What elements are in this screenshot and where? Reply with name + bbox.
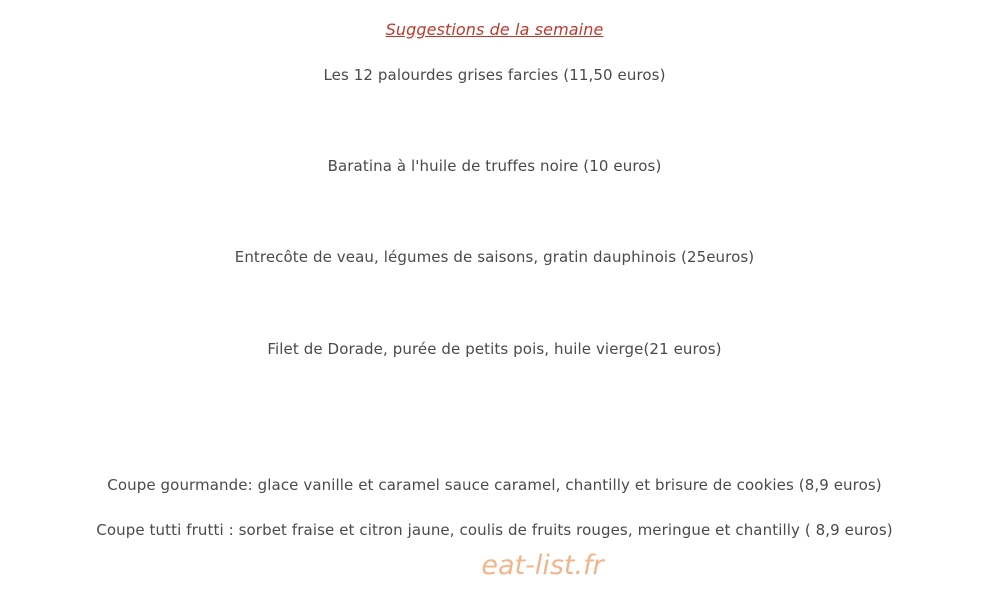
- dessert-item: Coupe gourmande: glace vanille et caramel sauce caramel, chantilly et brisure de cookies (8,9 euros): [107, 476, 882, 494]
- menu-item: Entrecôte de veau, légumes de saisons, gratin dauphinois (25euros): [234, 248, 755, 266]
- menu-item: Baratina à l'huile de truffes noire (10 euros): [327, 157, 662, 175]
- site-watermark: eat-list.fr: [481, 550, 604, 581]
- menu-title: Suggestions de la semaine: [385, 20, 604, 39]
- menu-item: Filet de Dorade, purée de petits pois, huile vierge(21 euros): [267, 340, 722, 358]
- dessert-item: Coupe tutti frutti : sorbet fraise et citron jaune, coulis de fruits rouges, meringue et chantilly ( 8,9 euros): [96, 521, 893, 539]
- menu-item: Les 12 palourdes grises farcies (11,50 euros): [323, 66, 666, 84]
